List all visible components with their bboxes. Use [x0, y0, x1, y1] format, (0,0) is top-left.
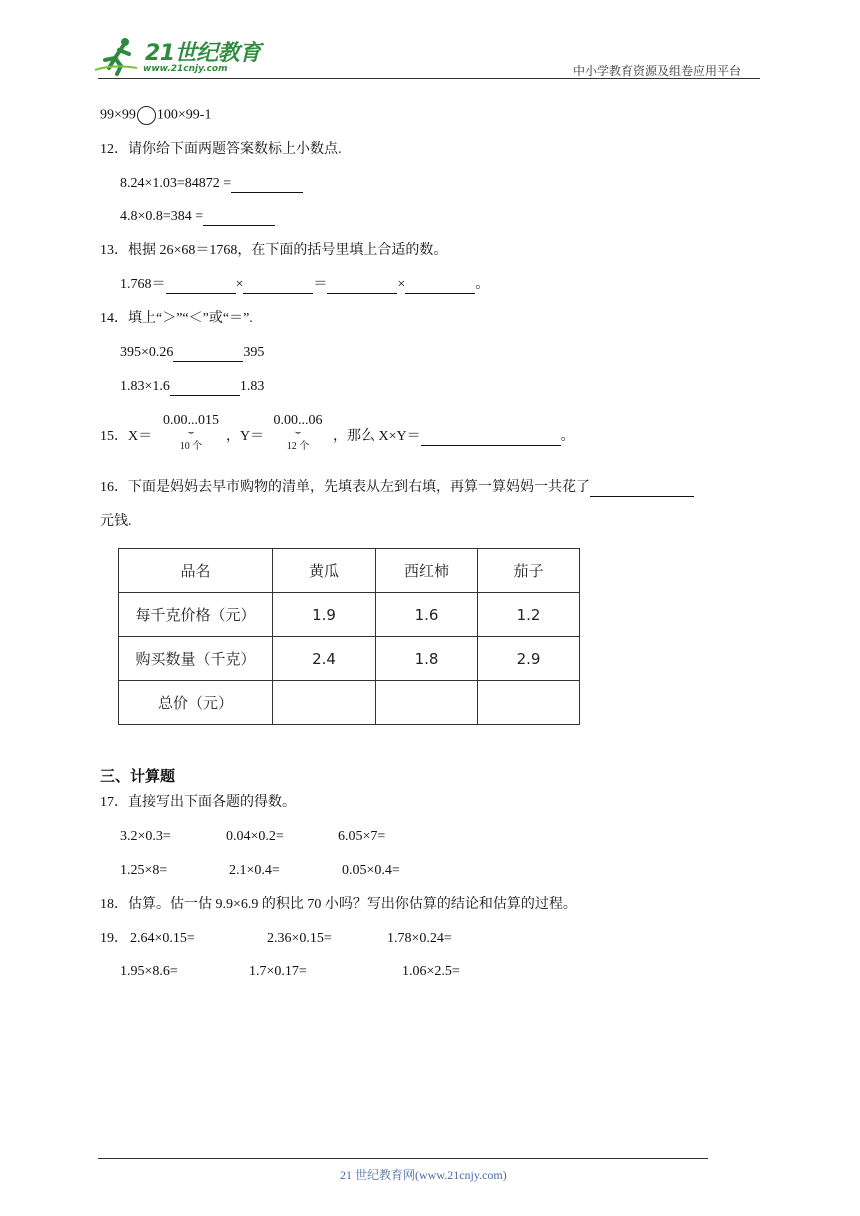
q13-lead: 1.768＝ — [120, 277, 166, 292]
q17-item: 3.2×0.3= — [120, 829, 171, 844]
table-header-cell: 黄瓜 — [273, 549, 376, 593]
q13-blank-4[interactable] — [405, 279, 475, 294]
q15-mid: ，Y＝ — [226, 429, 265, 444]
q16-tail: 元钱. — [100, 514, 132, 529]
shopping-table — [118, 548, 580, 725]
q12-line1-expr: 8.24×1.03=84872 = — [120, 176, 232, 191]
q12-answer-blank-1[interactable] — [231, 178, 303, 193]
q13-times-2: × — [397, 277, 406, 292]
q13-blank-1[interactable] — [166, 279, 236, 294]
header-divider — [98, 78, 760, 79]
table-row — [119, 681, 580, 725]
q16-prompt: 16．下面是妈妈去早市购物的清单，先填表从左到右填，再算一算妈妈一共花了 — [100, 480, 590, 495]
table-input-cell[interactable] — [376, 681, 478, 725]
q14-line2 — [120, 378, 264, 396]
footer-link[interactable]: 21 世纪教育网(www.21cnjy.com) — [340, 1168, 507, 1182]
table-cell: 1.8 — [376, 637, 478, 681]
table-cell: 2.4 — [273, 637, 376, 681]
q15-x-digits: 0.00...015 — [163, 413, 219, 428]
q17-item: 6.05×7= — [338, 829, 386, 844]
q15-y-digits: 0.00...06 — [273, 413, 323, 428]
q18-prompt: 18．估算。估一估 9.9×6.9 的积比 70 小吗？写出你估算的结论和估算的过程。 — [100, 897, 577, 912]
q12-line2 — [120, 208, 275, 226]
q15-num: 15．X＝ — [100, 429, 153, 444]
q14-line2-right: 1.83 — [239, 379, 265, 394]
table-cell: 购买数量（千克） — [119, 637, 273, 681]
table-row — [119, 593, 580, 637]
q13-blank-3[interactable] — [327, 279, 397, 294]
q11-right-expr: 100×99-1 — [156, 107, 212, 123]
q14-line1-right: 395 — [243, 345, 265, 360]
q13-prompt: 13．根据 26×68＝1768，在下面的括号里填上合适的数。 — [100, 243, 448, 258]
q11-compare-line — [100, 106, 211, 125]
q14-line2-left: 1.83×1.6 — [120, 379, 170, 394]
table-cell: 1.2 — [478, 593, 580, 637]
header-platform-text: 中小学教育资源及组卷应用平台 — [573, 64, 742, 78]
logo-text: 21世纪教育 — [145, 41, 261, 66]
q12-line2-expr: 4.8×0.8=384 = — [120, 209, 204, 224]
table-header-row — [119, 549, 580, 593]
q12-line1 — [120, 175, 303, 193]
q12-prompt: 12．请你给下面两题答案数标上小数点. — [100, 142, 342, 157]
table-cell: 1.9 — [273, 593, 376, 637]
q13-end: 。 — [475, 277, 490, 292]
q17-item: 1.25×8= — [120, 863, 168, 878]
table-header-cell: 茄子 — [478, 549, 580, 593]
logo-url: www.21cnjy.com — [143, 64, 228, 74]
q15-y-value — [266, 413, 330, 452]
table-header-cell: 西红柿 — [376, 549, 478, 593]
q17-item: 0.04×0.2= — [226, 829, 284, 844]
q13-blank-2[interactable] — [243, 279, 313, 294]
q19-item: 1.06×2.5= — [402, 964, 460, 979]
q19-item: 2.36×0.15= — [267, 931, 332, 946]
q16-total-blank[interactable] — [590, 482, 694, 497]
q19-item: 1.7×0.17= — [249, 964, 307, 979]
q19-item: 1.95×8.6= — [120, 964, 178, 979]
q15-end: 。 — [560, 429, 575, 444]
q11-left-expr: 99×99 — [100, 107, 136, 123]
q15-y-count: 12 个 — [286, 441, 310, 452]
table-cell: 每千克价格（元） — [119, 593, 273, 637]
q15-tail: ，那么 X×Y＝ — [333, 429, 421, 444]
q19-item: 2.64×0.15= — [130, 931, 195, 946]
table-row — [119, 637, 580, 681]
q14-prompt: 14．填上“＞”“＜”或“＝”. — [100, 311, 253, 326]
table-header-cell: 品名 — [119, 549, 273, 593]
table-cell: 2.9 — [478, 637, 580, 681]
footer-divider — [98, 1158, 708, 1159]
q15-answer-blank[interactable] — [421, 431, 561, 446]
q15-y-brace-icon: ⌣ — [294, 427, 302, 438]
q15-x-count: 10 个 — [179, 441, 203, 452]
q14-blank-2[interactable] — [170, 381, 240, 396]
section-title: 三、计算题 — [100, 767, 176, 785]
q19-item: 1.78×0.24= — [387, 931, 452, 946]
q13-fill-line — [120, 276, 489, 294]
q14-line1 — [120, 344, 264, 362]
q16-prompt-line — [100, 479, 694, 497]
q12-answer-blank-2[interactable] — [203, 211, 275, 226]
runner-logo-icon — [93, 36, 143, 76]
q17-item: 2.1×0.4= — [229, 863, 280, 878]
q15-tail-line — [333, 428, 575, 446]
q14-line1-left: 395×0.26 — [120, 345, 174, 360]
table-input-cell[interactable] — [478, 681, 580, 725]
q17-item: 0.05×0.4= — [342, 863, 400, 878]
q13-equals: ＝ — [313, 277, 328, 292]
table-cell: 1.6 — [376, 593, 478, 637]
q13-times-1: × — [235, 277, 244, 292]
q15-x-brace-icon: ⌣ — [187, 427, 195, 438]
q17-prompt: 17．直接写出下面各题的得数。 — [100, 795, 296, 810]
site-logo — [93, 34, 263, 78]
q19-num: 19． — [100, 931, 128, 946]
table-input-cell[interactable] — [273, 681, 376, 725]
q11-compare-circle[interactable] — [137, 106, 156, 125]
table-cell: 总价（元） — [119, 681, 273, 725]
q14-blank-1[interactable] — [173, 347, 243, 362]
q15-x-value — [156, 413, 226, 452]
